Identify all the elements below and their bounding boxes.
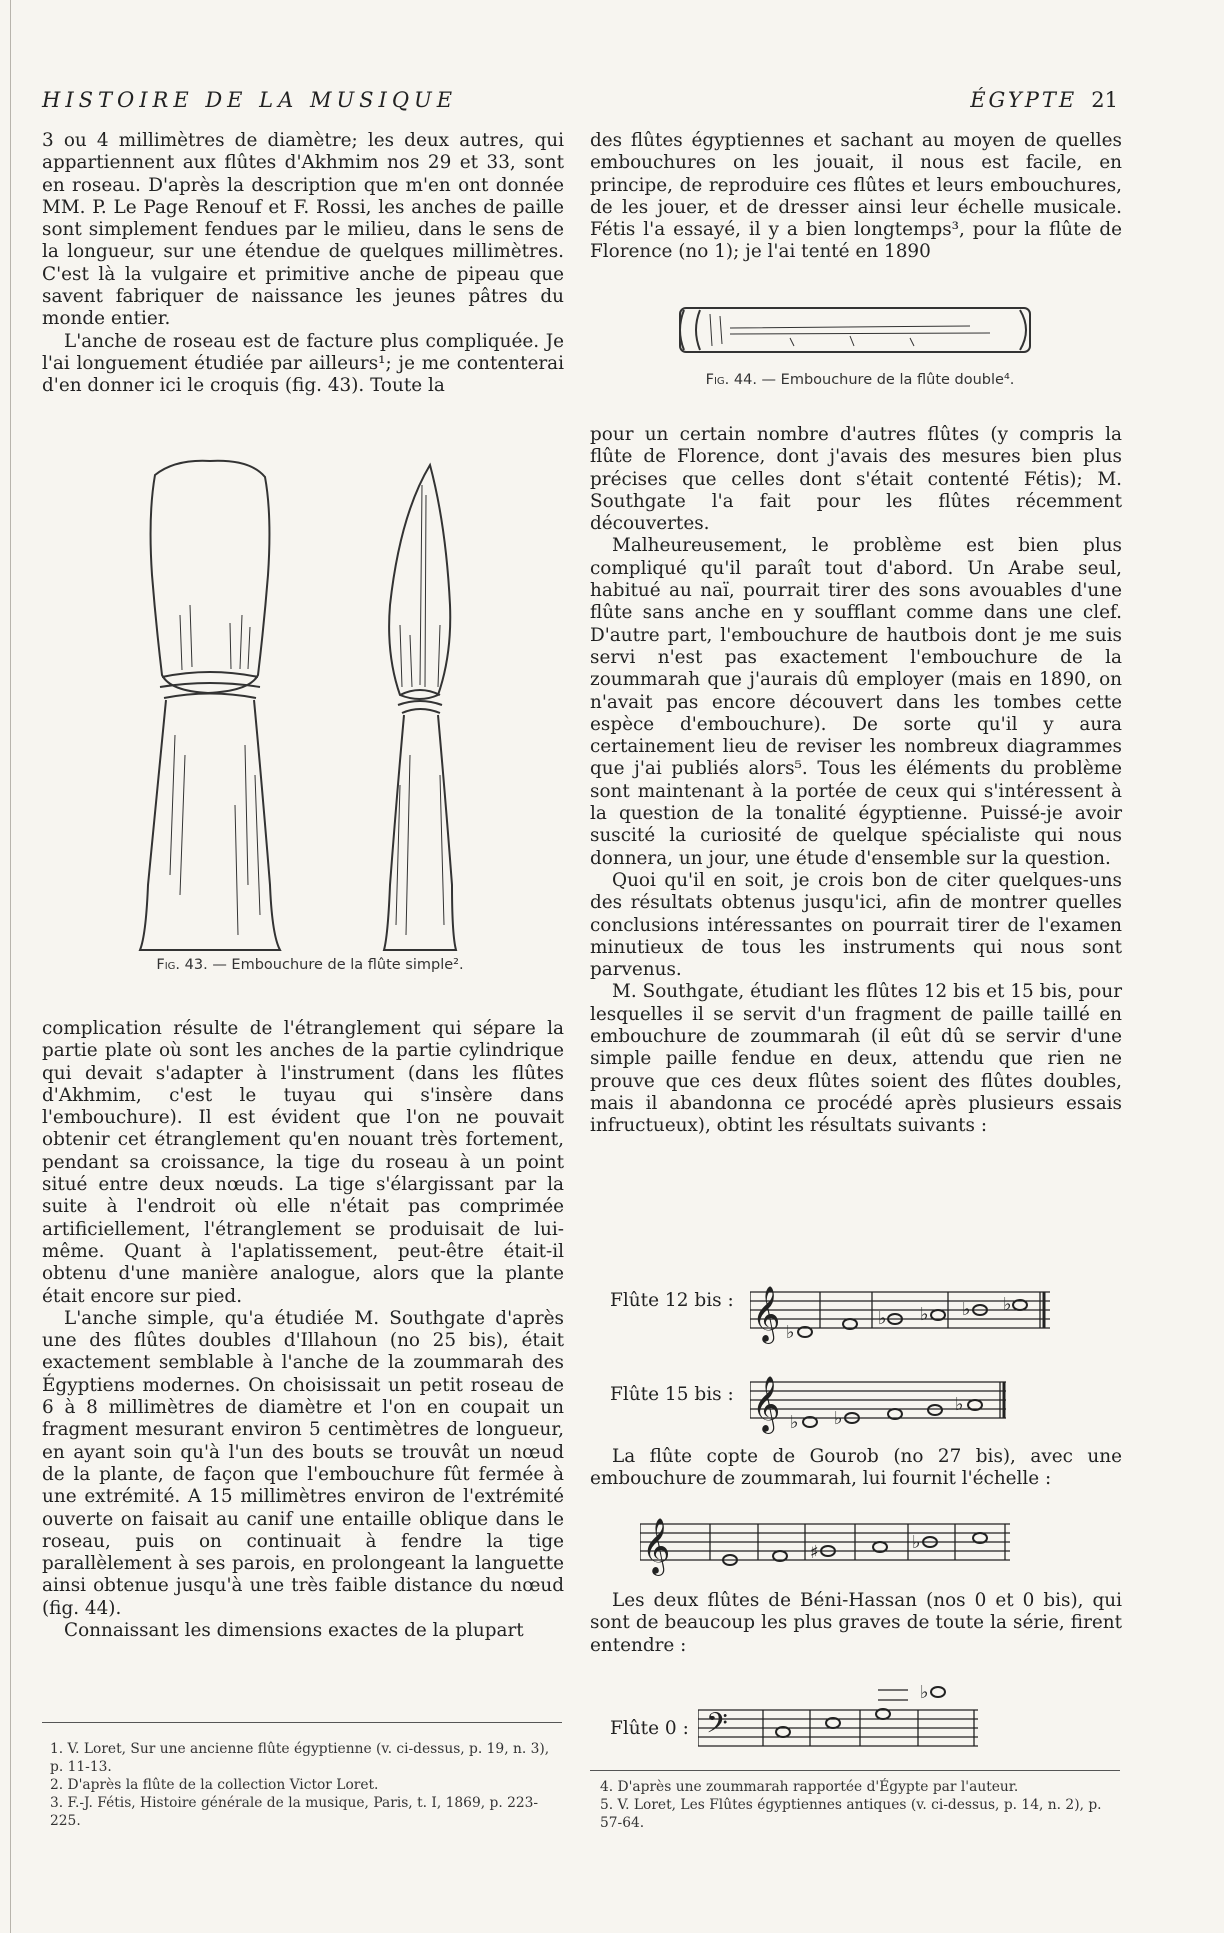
figure-44	[670, 300, 1050, 395]
left-column-bottom	[42, 1018, 564, 1642]
music-example-flute-12-bis	[610, 1272, 1122, 1342]
paragraph: Connaissant les dimensions exactes de la plupart	[64, 1620, 524, 1642]
music-label: Flûte 15 bis :	[610, 1384, 734, 1405]
right-column-middle	[590, 424, 1122, 1138]
music-staff	[698, 1672, 998, 1764]
paragraph: pour un certain nombre d'autres flûtes (y compris la flûte de Florence, dont j'avais des mesures bien plus précises que celles dont s'était contenté Fétis); M. Southgate l'a fait pour les flûtes récemment découvertes.	[590, 424, 1122, 535]
figure-43-caption	[100, 957, 520, 973]
svg-text:♭: ♭	[878, 1308, 887, 1329]
footnote-rule	[590, 1770, 1120, 1771]
svg-text:𝄞: 𝄞	[642, 1518, 671, 1574]
paragraph: Malheureusement, le problème est bien plus compliqué qu'il paraît tout d'abord. Un Arabe seul, habitué au naï, pourrait tirer des sons avouables d'une flûte sans anche en y soufflant comme dans une clef. D'autre part, l'embouchure de hautbois dont je me suis servi n'est pas exactement l'embouchure de la zoummarah que j'aurais dû employer (mais en 1890, on n'avait pas encore découvert dans les tombes cette espèce d'embouchure). De sorte qu'il y aura certainement lieu de reviser les nombreux diagrammes que j'ai publiés alors⁵. Tous les éléments du problème sont maintenant à la portée de ceux qui s'intéressent à la question de la tonalité égyptienne. Puissé-je avoir suscité la curiosité de quelque spécialiste qui nous donnera, un jour, une étude d'ensemble sur la question.	[590, 535, 1122, 869]
running-head	[42, 88, 1118, 120]
paragraph: Quoi qu'il en soit, je crois bon de citer quelques-uns des résultats obtenus jusqu'ici, afin de montrer quelles conclusions intéressantes on pourrait tirer de l'examen minutieux de tous les instruments qui nous sont parvenus.	[590, 869, 1122, 981]
page-edge	[10, 0, 11, 1933]
paragraph: L'anche de roseau est de facture plus compliquée. Je l'ai longuement étudiée par ailleurs¹; je me contenterai d'en donner ici le croquis (fig. 43). Toute la	[42, 330, 564, 397]
svg-text:♭: ♭	[955, 1394, 964, 1415]
music-label: Flûte 0 :	[610, 1718, 689, 1739]
running-head-section	[970, 88, 1118, 112]
svg-text:♭: ♭	[920, 1682, 929, 1703]
figure-caption-text: — Embouchure de la flûte double⁴.	[756, 372, 1015, 388]
music-staff	[750, 1272, 1060, 1346]
svg-text:♭: ♭	[786, 1322, 795, 1343]
paragraph: 3 ou 4 millimètres de diamètre; les deux autres, qui appartiennent aux flûtes d'Akhmim nos 29 et 33, sont en roseau. D'après la description que m'en ont donnée MM. P. Le Page Renouf et F. Rossi, les anches de paille sont simplement fendues par le milieu, dans le sens de la longueur, sur une étendue de quelques millimètres. C'est là la vulgaire et primitive anche de pipeau que savent fabriquer de naissance les jeunes pâtres du monde entier.	[42, 130, 564, 330]
figure-number: Fig. 43.	[156, 957, 208, 973]
right-column-beni-hassan	[590, 1590, 1122, 1657]
running-head-title: HISTOIRE DE LA MUSIQUE	[42, 88, 458, 112]
music-example-flute-15-bis	[610, 1362, 1122, 1432]
svg-text:♭: ♭	[962, 1299, 971, 1320]
footnote-rule	[42, 1722, 562, 1723]
music-example-gourob	[640, 1500, 1060, 1580]
footnotes-right	[600, 1778, 1120, 1832]
figure-44-caption	[670, 372, 1050, 388]
paragraph: des flûtes égyptiennes et sachant au moyen de quelles embouchures on les jouait, il nous est facile, en principe, de reproduire ces flûtes et leurs embouchures, de les jouer, et de dresser ainsi leur échelle musicale. Fétis l'a essayé, il y a bien longtemps³, pour la flûte de Florence (no 1); je l'ai tenté en 1890	[590, 130, 1122, 263]
page-number: 21	[1091, 88, 1118, 112]
paragraph: M. Southgate, étudiant les flûtes 12 bis et 15 bis, pour lesquelles il se servit d'un fragment de paille taillé en embouchure de zoummarah (il eût dû se servir d'une simple paille fendue en deux, attendu que rien ne prouve que ces deux flûtes soient des flûtes doubles, mais il abandonna ce procédé après plusieurs essais infructueux), obtint les résultats suivants :	[590, 981, 1122, 1137]
double-reed-illustration	[670, 300, 1050, 362]
footnotes-left	[50, 1740, 562, 1830]
right-column-gourob	[590, 1446, 1122, 1491]
svg-text:𝄢: 𝄢	[706, 1707, 728, 1747]
paragraph: Les deux flûtes de Béni-Hassan (nos 0 et 0 bis), qui sont de beaucoup les plus graves de toute la série, firent entendre :	[590, 1590, 1122, 1656]
svg-text:♭: ♭	[1003, 1294, 1012, 1315]
svg-text:♭: ♭	[790, 1412, 799, 1433]
simple-reed-illustration	[100, 455, 520, 955]
footnote: 1. V. Loret, Sur une ancienne flûte égyptienne (v. ci-dessus, p. 19, n. 3), p. 11-13.	[50, 1741, 550, 1775]
music-label: Flûte 12 bis :	[610, 1290, 734, 1311]
figure-43	[100, 455, 520, 975]
left-column-top	[42, 130, 564, 398]
svg-text:♯: ♯	[810, 1542, 819, 1563]
svg-text:♭: ♭	[920, 1304, 929, 1325]
figure-caption-text: — Embouchure de la flûte simple².	[207, 957, 464, 973]
music-example-flute-0	[610, 1672, 1122, 1764]
paragraph: La flûte copte de Gourob (no 27 bis), avec une embouchure de zoummarah, lui fournit l'échelle :	[590, 1446, 1122, 1490]
svg-text:♭: ♭	[834, 1408, 843, 1429]
figure-number: Fig. 44.	[705, 372, 757, 388]
footnote: 4. D'après une zoummarah rapportée d'Égypte par l'auteur.	[600, 1779, 1019, 1795]
svg-text:𝄞: 𝄞	[752, 1286, 781, 1342]
paragraph: complication résulte de l'étranglement qui sépare la partie plate où sont les anches de la partie cylindrique qui devait s'adapter à l'instrument (dans les flûtes d'Akhmim, c'est le tuyau qui s'insère dans l'embouchure). Il est évident que l'on ne pouvait obtenir cet étranglement qu'en nouant très fortement, pendant sa croissance, la tige du roseau à un point situé entre deux nœuds. La tige s'élargissant par la suite à l'endroit où elle n'était pas comprimée artificiellement, l'étranglement se produisait de lui-même. Quant à l'aplatissement, peut-être était-il obtenu d'une manière analogue, alors que la plante était encore sur pied.	[42, 1018, 564, 1307]
paragraph: L'anche simple, qu'a étudiée M. Southgate d'après une des flûtes doubles d'Illahoun (no 25 bis), était exactement semblable à l'anche de la zoummarah des Égyptiens modernes. On choisissait un petit roseau de 6 à 8 millimètres de diamètre et l'on en coupait un fragment mesurant environ 5 centimètres de longueur, en ayant soin qu'à l'un des bouts se trouvât un nœud de la plante, de façon que l'embouchure fût fermée à une extrémité. A 15 millimètres environ de l'extrémité ouverte on faisait au canif une entaille oblique dans le roseau, puis on continuait à fendre la tige parallèlement à ses parois, en prolongeant la languette ainsi obtenue jusqu'à une très faible distance du nœud (fig. 44).	[42, 1307, 564, 1619]
footnote: 3. F.-J. Fétis, Histoire générale de la musique, Paris, t. I, 1869, p. 223-225.	[50, 1795, 539, 1829]
footnote: 2. D'après la flûte de la collection Victor Loret.	[50, 1777, 379, 1793]
svg-text:♭: ♭	[912, 1532, 921, 1553]
svg-text:𝄞: 𝄞	[752, 1376, 781, 1432]
footnote: 5. V. Loret, Les Flûtes égyptiennes antiques (v. ci-dessus, p. 14, n. 2), p. 57-64.	[600, 1797, 1102, 1831]
music-staff	[640, 1500, 1060, 1580]
right-column-top	[590, 130, 1122, 264]
section-title: ÉGYPTE	[970, 88, 1078, 112]
music-staff	[750, 1362, 1060, 1436]
